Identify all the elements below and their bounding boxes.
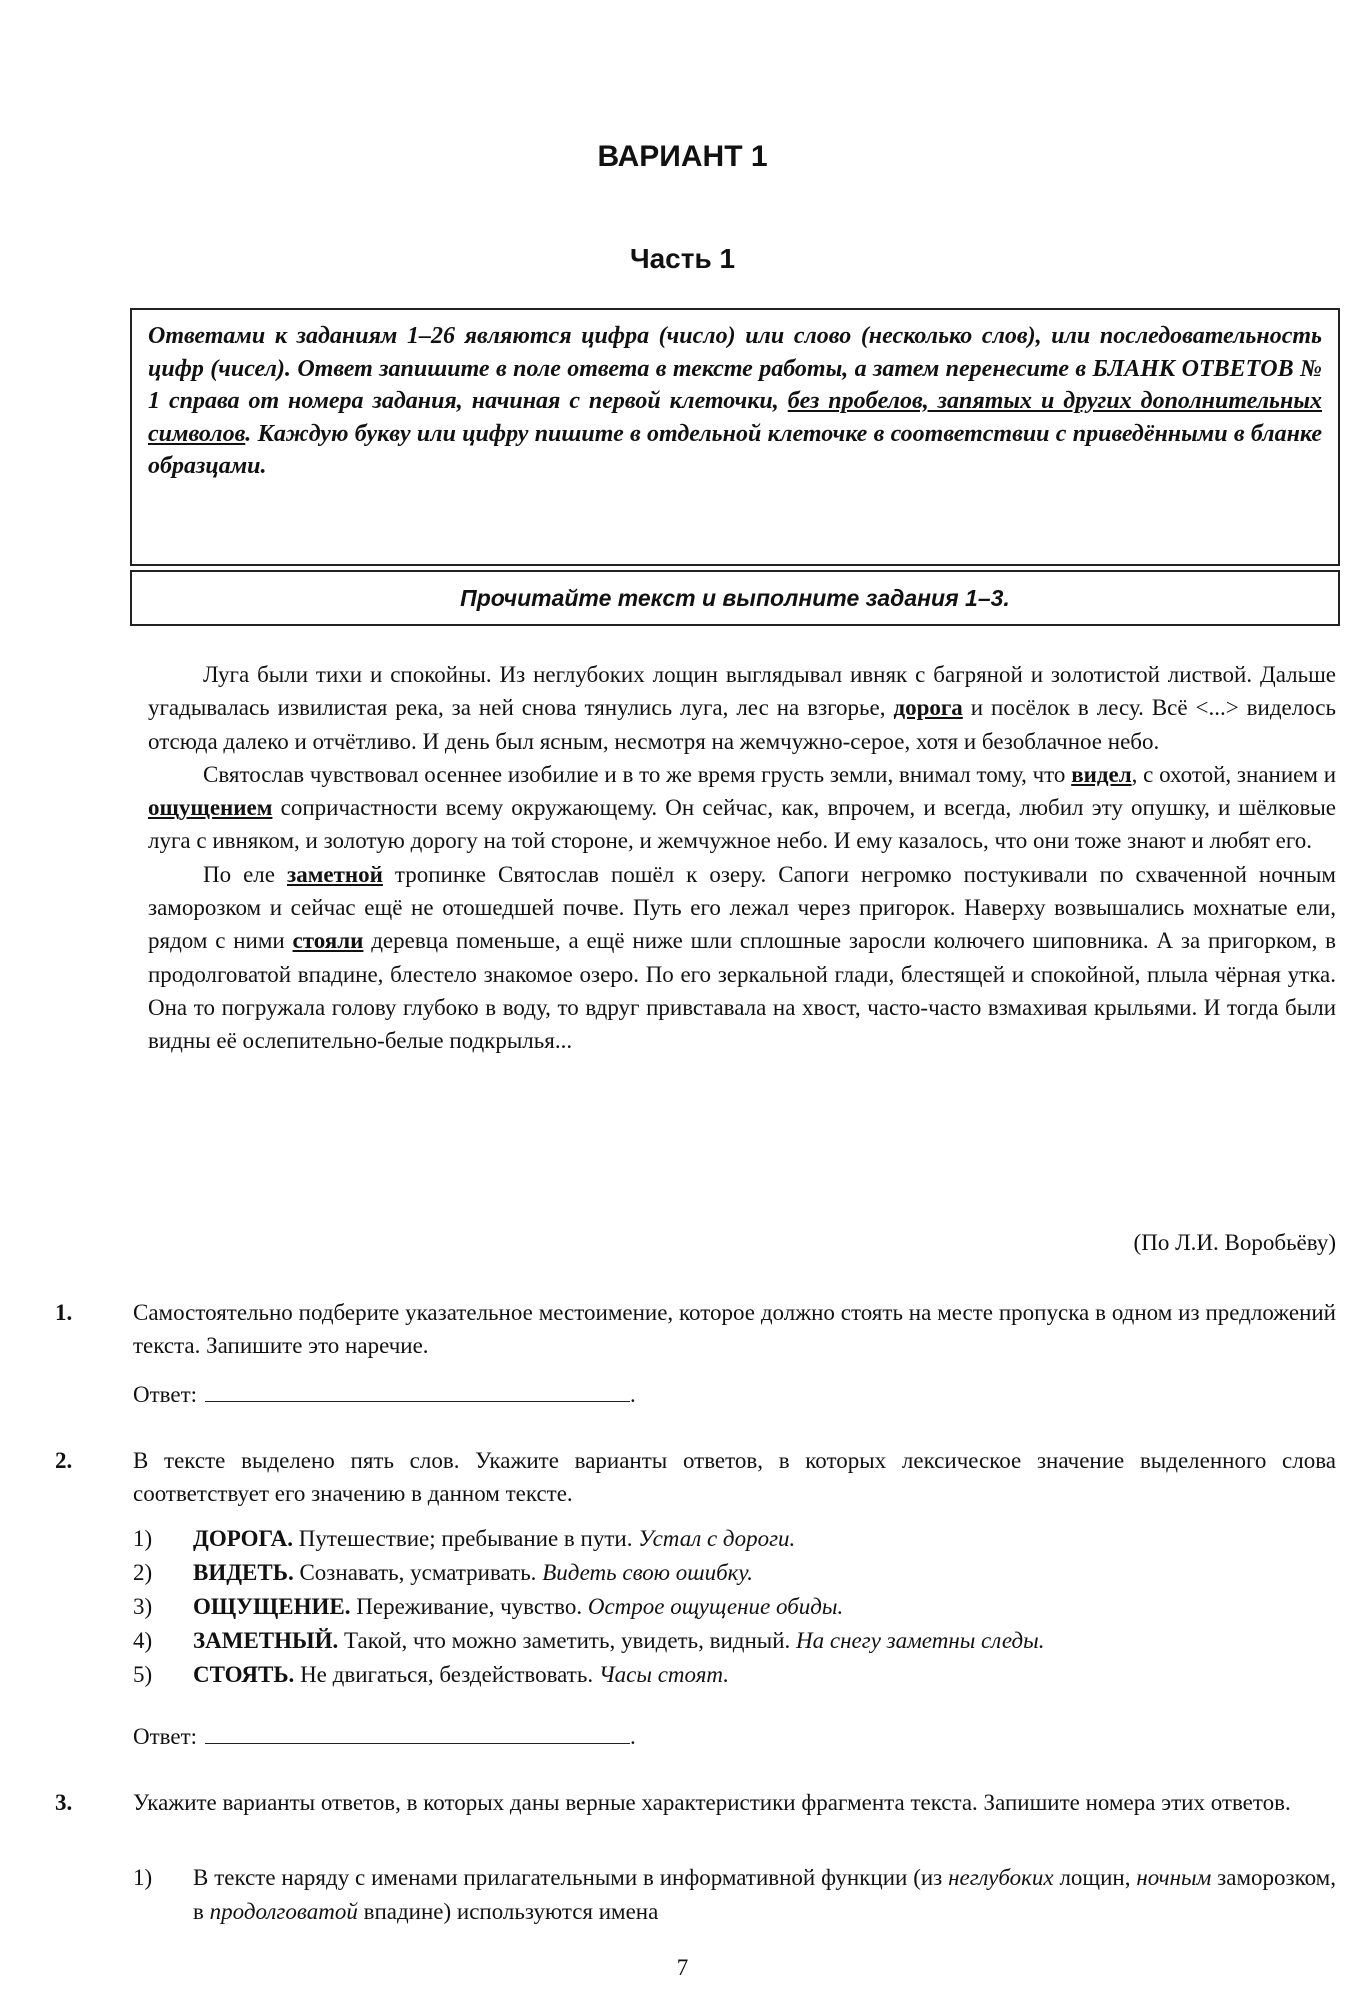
option-word: ДОРОГА.: [193, 1526, 294, 1551]
answer-label: Ответ:: [133, 1724, 198, 1749]
option-1: [133, 1522, 1336, 1556]
answer-label: Ответ:: [133, 1382, 198, 1407]
text-span: деревца поменьше, а ещё ниже шли сплошные заросли колючего шиповника. А за пригорком, в продолговатой впадине, блестело знакомое озеро. По его зеркальной глади, блестящей и спокойной, плыла чёрная утка. Она то погружала голову глубоко в воду, то вдруг привставала на хвост, часто-часто взмахивая крыльями. И тогда были видны её ослепительно-белые подкрылья...: [148, 928, 1336, 1054]
paragraph-2: [148, 758, 1336, 858]
answer-field[interactable]: [205, 1379, 630, 1402]
option-4: [133, 1624, 1336, 1658]
paragraph-1: [148, 658, 1336, 758]
instructions-box: [130, 308, 1340, 566]
option-word: ВИДЕТЬ.: [193, 1560, 294, 1585]
text-span: тропинке Святослав пошёл к озеру. Сапоги негромко постукивали по схваченной ночным заморозком и сейчас ещё не отошедшей почве. Путь его лежал через пригорок. Наверху возвышались мохнатые ели, рядом с ними: [148, 861, 1336, 954]
option-definition: Путешествие; пребывание в пути.: [293, 1526, 639, 1551]
text-span: лощин,: [1053, 1865, 1137, 1890]
question-2-number: 2.: [55, 1448, 73, 1473]
keyword-doroga: дорога: [893, 695, 963, 721]
question-1-number: 1.: [55, 1300, 73, 1325]
option-number: 5): [133, 1662, 153, 1687]
question-2-text: В тексте выделено пять слов. Укажите варианты ответов, в которых лексическое значение выделенного слова соответствует его значению в данном тексте.: [133, 1448, 1336, 1506]
option-definition: Переживание, чувство.: [350, 1594, 588, 1619]
option-word: ОЩУЩЕНИЕ.: [193, 1594, 351, 1619]
answer-end: .: [630, 1382, 636, 1407]
option-example: Часы стоят.: [598, 1662, 730, 1687]
text-italic: неглубоких: [948, 1865, 1054, 1890]
text-span: сопричастности всему окружающему. Он сейчас, как, впрочем, и всегда, любил эту опушку, и шёлковые луга с ивняком, и золотую дорогу на той стороне, и жемчужное небо. И ему казалось, что они тоже знают и любят его.: [148, 795, 1336, 854]
question-2-options: [133, 1522, 1336, 1692]
task-header: Прочитайте текст и выполните задания 1–3.: [130, 570, 1340, 626]
text-span: Святослав чувствовал осеннее изобилие и в то же время грусть земли, внимал тому, что: [203, 761, 1072, 787]
part-title: Часть 1: [629, 243, 736, 274]
question-2-answer: [133, 1720, 636, 1753]
option-number: 1): [133, 1865, 153, 1890]
option-definition: Не двигаться, бездействовать.: [294, 1662, 599, 1687]
option-example: Видеть свою ошибку.: [542, 1560, 753, 1585]
instructions-text-end: . Каждую букву или цифру пишите в отдельной клеточке в соответствии с приведёнными в бланке образцами.: [148, 420, 1322, 479]
keyword-zametnoy: заметной: [286, 861, 383, 887]
variant-title: ВАРИАНТ 1: [597, 140, 768, 173]
option-example: Острое ощущение обиды.: [587, 1594, 844, 1619]
reading-text: [148, 658, 1336, 1058]
option-example: Устал с дороги.: [638, 1526, 796, 1551]
option-definition: Сознавать, усматривать.: [293, 1560, 543, 1585]
page-number: 7: [676, 1955, 689, 1980]
keyword-videl: видел: [1071, 761, 1132, 787]
answer-end: .: [630, 1724, 636, 1749]
text-span: впадине) используются имена: [357, 1899, 659, 1924]
question-3-options: [133, 1861, 1336, 1929]
question-3-number: 3.: [55, 1790, 73, 1815]
option-number: 4): [133, 1628, 153, 1653]
option-example: На снегу заметны следы.: [796, 1628, 1045, 1653]
author-credit: (По Л.И. Воробьёву): [1133, 1230, 1336, 1255]
text-span: и посёлок в лесу. Всё <...> виделось отсюда далеко и отчётливо. И день был ясным, несмотря на жемчужно-серое, хотя и безоблачное небо.: [148, 695, 1336, 754]
keyword-oshchushcheniem: ощущением: [148, 795, 273, 821]
text-italic: ночным: [1136, 1865, 1212, 1890]
instructions-underlined: без пробелов, запятых и других дополнительных символов: [148, 388, 1322, 447]
text-span: В тексте наряду с именами прилагательными в информативной функции (из: [193, 1865, 949, 1890]
option-5: [133, 1658, 1336, 1692]
option-number: 1): [133, 1526, 153, 1551]
option-number: 2): [133, 1560, 153, 1585]
option-word: ЗАМЕТНЫЙ.: [193, 1628, 339, 1653]
text-span: , с охотой, знанием и: [1131, 761, 1336, 787]
option-2: [133, 1556, 1336, 1590]
instructions-text: Ответами к заданиям 1–26 являются цифра (число) или слово (несколько слов), или последовательность цифр (чисел). Ответ запишите в поле ответа в тексте работы, а затем перенесите в БЛАНК ОТВЕТОВ № 1 справа от номера задания, начиная с первой клеточки,: [148, 323, 1322, 414]
text-italic: продолговатой: [209, 1899, 358, 1924]
question-1-answer: [133, 1378, 636, 1411]
text-span: заморозком, в: [193, 1865, 1336, 1924]
option-word: СТОЯТЬ.: [193, 1662, 295, 1687]
option-definition: Такой, что можно заметить, увидеть, видный.: [338, 1628, 797, 1653]
text-span: По еле: [203, 861, 287, 887]
question-3-text: Укажите варианты ответов, в которых даны верные характеристики фрагмента текста. Запишите номера этих ответов.: [133, 1790, 1291, 1815]
answer-field[interactable]: [205, 1721, 630, 1744]
option-1: [133, 1861, 1336, 1929]
question-1-text: Самостоятельно подберите указательное местоимение, которое должно стоять на месте пропуска в одном из предложений текста. Запишите это наречие.: [133, 1300, 1336, 1358]
keyword-stoyali: стояли: [292, 928, 364, 954]
text-span: Луга были тихи и спокойны. Из неглубоких лощин выглядывал ивняк с багряной и золотистой листвой. Дальше угадывалась извилистая река, за ней снова тянулись луга, лес на взгорье,: [148, 662, 1336, 721]
option-number: 3): [133, 1594, 153, 1619]
option-3: [133, 1590, 1336, 1624]
paragraph-3: [148, 858, 1336, 1058]
